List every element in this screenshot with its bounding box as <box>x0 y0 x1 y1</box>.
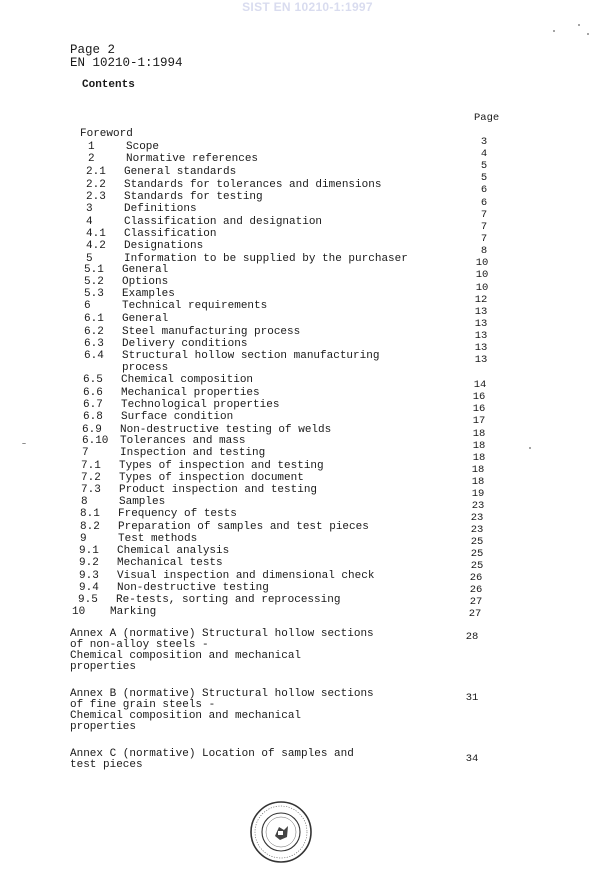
toc-entry-title: Examples <box>122 288 175 300</box>
toc-entry-title: Classification <box>124 228 217 240</box>
scan-speck <box>22 443 26 444</box>
toc-entry-title: Non-destructive testing <box>117 582 269 594</box>
page-label: Page 2 <box>70 43 116 57</box>
toc-entry-title: Marking <box>110 606 157 618</box>
annex-title-line: properties <box>70 721 137 733</box>
toc-entry-number: 5.1 <box>84 264 104 276</box>
toc-entry-title: Mechanical tests <box>117 557 223 569</box>
annex-title-line: Chemical composition and mechanical <box>70 710 302 722</box>
toc-entry-title: Definitions <box>124 203 197 215</box>
toc-entry-title: Normative references <box>126 153 259 165</box>
toc-entry-number: 2.1 <box>86 166 106 178</box>
toc-entry-title: Mechanical properties <box>121 387 260 399</box>
toc-entry-number: 6.8 <box>83 411 103 423</box>
toc-entry-title: Product inspection and testing <box>119 484 318 496</box>
toc-entry-title: Inspection and testing <box>120 447 266 459</box>
toc-entry-number: 9.4 <box>79 582 99 594</box>
toc-page-number: 7 <box>480 209 488 221</box>
toc-entry-number: 10 <box>72 606 86 618</box>
toc-entry-number: 6 <box>84 300 91 312</box>
toc-entry-number: 5.2 <box>84 276 104 288</box>
toc-entry-title: Delivery conditions <box>122 338 248 350</box>
toc-page-number: 7 <box>480 233 488 245</box>
toc-entry-title: Types of inspection document <box>119 472 304 484</box>
toc-page-number: 25 <box>470 536 484 548</box>
toc-entry-number: 6.9 <box>82 424 102 436</box>
toc-page-number: 10 <box>475 257 489 269</box>
toc-entry-title: General standards <box>124 166 237 178</box>
toc-entry-number: 6.3 <box>84 338 104 350</box>
scan-speck <box>587 33 589 35</box>
toc-page-number: 13 <box>474 318 488 330</box>
standard-number: EN 10210-1:1994 <box>70 56 183 70</box>
toc-page-number: 14 <box>473 379 487 391</box>
toc-entry-title: Designations <box>124 240 204 252</box>
toc-page-number: 4 <box>480 148 488 160</box>
toc-entry-number: 6.4 <box>84 350 104 362</box>
toc-page-number: 18 <box>471 476 485 488</box>
toc-page-number: 16 <box>472 403 486 415</box>
toc-entry-title: Technical requirements <box>122 300 268 312</box>
toc-page-number: 18 <box>472 452 486 464</box>
toc-page-number: 23 <box>470 512 484 524</box>
toc-page-number: 6 <box>480 184 488 196</box>
toc-entry-title: General <box>122 313 169 325</box>
toc-entry-number: 7 <box>82 447 89 459</box>
toc-entry-title: process <box>122 362 169 374</box>
toc-entry-number: 9.2 <box>79 557 99 569</box>
toc-entry-title: Types of inspection and testing <box>119 460 324 472</box>
toc-entry-number: 6.7 <box>83 399 103 411</box>
toc-page-number: 13 <box>474 354 488 366</box>
toc-entry-title: Options <box>122 276 169 288</box>
toc-page-number: 26 <box>469 584 483 596</box>
toc-entry-title: Test methods <box>118 533 198 545</box>
toc-page-number: 27 <box>469 596 483 608</box>
toc-entry-number: 5 <box>86 253 93 265</box>
toc-page-number: 13 <box>474 342 488 354</box>
toc-entry-title: Structural hollow section manufacturing <box>122 350 380 362</box>
toc-entry-title: Information to be supplied by the purchaser <box>124 253 408 265</box>
toc-entry-title: Standards for testing <box>124 191 263 203</box>
toc-entry-number: 3 <box>86 203 93 215</box>
toc-entry-title: Samples <box>119 496 166 508</box>
toc-entry-number: 8 <box>81 496 88 508</box>
toc-page-number: 23 <box>470 524 484 536</box>
contents-title: Contents <box>82 79 135 91</box>
annex-page-number: 34 <box>465 753 479 765</box>
toc-entry-number: 1 <box>88 141 95 153</box>
toc-entry-number: 7.2 <box>81 472 101 484</box>
toc-entry-number: 6.10 <box>82 435 109 447</box>
toc-entry-number: 7.3 <box>81 484 101 496</box>
toc-page-number: 10 <box>475 282 489 294</box>
toc-page-number: 13 <box>474 330 488 342</box>
toc-entry-title: Preparation of samples and test pieces <box>118 521 369 533</box>
toc-entry-title: Technological properties <box>121 399 280 411</box>
foreword-entry: Foreword <box>80 128 133 140</box>
toc-page-number: 25 <box>470 560 484 572</box>
toc-page-number: 8 <box>480 245 488 257</box>
toc-page-number: 13 <box>474 306 488 318</box>
toc-entry-number: 4 <box>86 216 93 228</box>
annex-page-number: 28 <box>465 631 479 643</box>
page-column-label: Page <box>474 112 500 124</box>
toc-page-number: 7 <box>480 221 488 233</box>
toc-entry-title: Surface condition <box>121 411 234 423</box>
toc-entry-number: 6.2 <box>84 326 104 338</box>
toc-page-number: 25 <box>470 548 484 560</box>
toc-entry-number: 9 <box>80 533 87 545</box>
toc-entry-number: 4.2 <box>86 240 106 252</box>
toc-page-number: 16 <box>472 391 486 403</box>
toc-page-number: 18 <box>472 440 486 452</box>
annex-entry <box>70 749 354 771</box>
annex-entry <box>70 629 374 673</box>
annex-title-line: of fine grain steels - <box>70 699 216 711</box>
toc-entry-number: 2 <box>88 153 95 165</box>
toc-page-number: 18 <box>471 464 485 476</box>
toc-entry-title: Re-tests, sorting and reprocessing <box>116 594 341 606</box>
toc-page-number: 19 <box>471 488 485 500</box>
scan-speck <box>529 447 531 449</box>
toc-entry-title: Classification and designation <box>124 216 323 228</box>
toc-entry-title: Frequency of tests <box>118 508 237 520</box>
toc-page-number: 6 <box>480 197 488 209</box>
toc-entry-number: 9.3 <box>79 570 99 582</box>
toc-page-number: 10 <box>475 269 489 281</box>
toc-page-number: 27 <box>468 608 482 620</box>
scan-speck <box>578 24 580 26</box>
annex-title-line: Annex B (normative) Structural hollow sections <box>70 688 374 700</box>
toc-entry-number: 2.3 <box>86 191 106 203</box>
annex-title-line: Chemical composition and mechanical <box>70 650 302 662</box>
toc-page-number: 5 <box>480 172 488 184</box>
toc-entry-number: 2.2 <box>86 179 106 191</box>
toc-page-number: 3 <box>480 136 488 148</box>
toc-page-number: 26 <box>469 572 483 584</box>
toc-page-number: 12 <box>474 294 488 306</box>
toc-entry-title: General <box>122 264 169 276</box>
toc-entry-number: 8.2 <box>80 521 100 533</box>
annex-title-line: of non-alloy steels - <box>70 639 209 651</box>
toc-entry-title: Standards for tolerances and dimensions <box>124 179 382 191</box>
toc-entry-number: 9.5 <box>78 594 98 606</box>
toc-entry-number: 9.1 <box>79 545 99 557</box>
toc-entry-title: Non-destructive testing of welds <box>120 424 332 436</box>
certification-seal <box>249 800 313 864</box>
toc-entry-number: 6.6 <box>83 387 103 399</box>
toc-entry-number: 7.1 <box>81 460 101 472</box>
toc-entry-title: Visual inspection and dimensional check <box>117 570 375 582</box>
toc-entry-number: 4.1 <box>86 228 106 240</box>
toc-entry-title: Scope <box>126 141 160 153</box>
toc-entry-title: Steel manufacturing process <box>122 326 301 338</box>
annex-entry <box>70 689 374 733</box>
toc-entry-title: Tolerances and mass <box>120 435 246 447</box>
toc-entry-title: Chemical analysis <box>117 545 230 557</box>
scan-speck <box>553 30 555 32</box>
annex-title-line: test pieces <box>70 759 143 771</box>
toc-page-number: 5 <box>480 160 488 172</box>
annex-title-line: properties <box>70 661 137 673</box>
toc-entry-number: 6.5 <box>83 374 103 386</box>
toc-page-number: 17 <box>472 415 486 427</box>
toc-page-number: 18 <box>472 428 486 440</box>
toc-page-number: 23 <box>471 500 485 512</box>
annex-title-line: Annex A (normative) Structural hollow sections <box>70 628 374 640</box>
annex-title-line: Annex C (normative) Location of samples and <box>70 748 354 760</box>
toc-entry-number: 5.3 <box>84 288 104 300</box>
toc-entry-number: 8.1 <box>80 508 100 520</box>
toc-entry-title: Chemical composition <box>121 374 254 386</box>
watermark: SIST EN 10210-1:1997 <box>242 0 373 14</box>
toc-entry-number: 6.1 <box>84 313 104 325</box>
annex-page-number: 31 <box>465 692 479 704</box>
